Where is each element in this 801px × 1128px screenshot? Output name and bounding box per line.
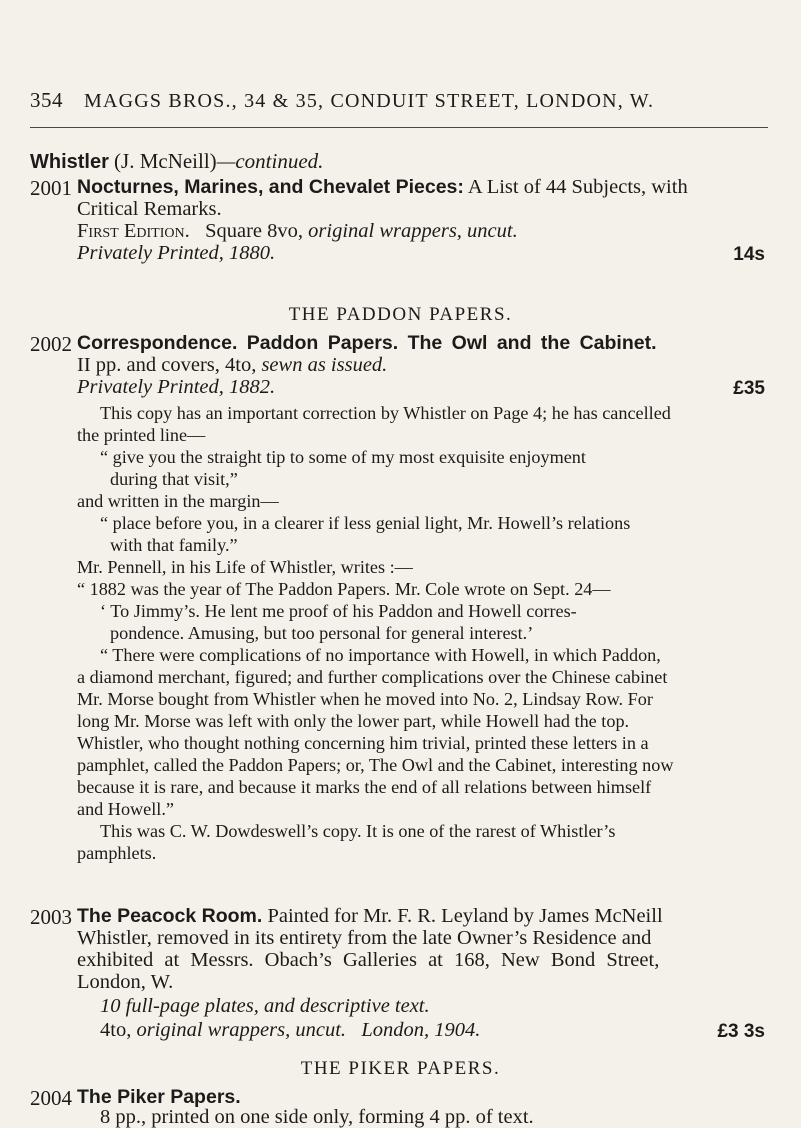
entry-price: £35 [733,378,765,399]
entry-format: Square 8vo, [205,220,304,242]
entry-collation: 8 pp., printed on one side only, forming 4 pp. of text. [100,1106,534,1128]
entry-number: 2001 [30,176,72,200]
note-line: Mr. Morse bought from Whistler when he moved into No. 2, Lindsay Row. For [77,689,653,709]
note-line: “ 1882 was the year of The Paddon Papers. Mr. Cole wrote on Sept. 24— [77,579,611,599]
entry-binding: sewn as issued. [261,354,388,376]
entry-title: The Peacock Room. [77,905,263,927]
note-line: because it is rare, and because it marks the end of all relations between himself [77,777,652,797]
entry-number: 2004 [30,1086,72,1110]
note-line: the printed line— [77,425,206,445]
note-line: with that family.” [110,535,238,555]
entry-line [77,220,518,242]
note-line: Mr. Pennell, in his Life of Whistler, writes :— [77,557,413,577]
note-line: This copy has an important correction by Whistler on Page 4; he has cancelled [100,403,671,423]
entry-line: Critical Remarks. [77,198,222,220]
entry-line: Whistler, removed in its entirety from the late Owner’s Residence and [77,927,652,949]
entry-title: Correspondence. Paddon Papers. The Owl and the Cabinet. [77,332,657,354]
entry-price: 14s [733,244,765,265]
note-line: pondence. Amusing, but too personal for general interest.’ [110,623,534,643]
entry-imprint: London, 1904. [361,1019,481,1041]
note-line: “ give you the straight tip to some of my most exquisite enjoyment [100,447,586,467]
header-rule [30,127,768,128]
entry-title-line [77,176,688,198]
section-heading [30,150,323,173]
entry-imprint: Privately Printed, 1882. [77,376,276,398]
entry-binding: original wrappers, uncut. [136,1019,347,1041]
note-line: pamphlets. [77,843,157,863]
section-author: (J. McNeill) [114,149,217,173]
entry-title-line [77,905,663,927]
entry-price: £3 3s [717,1021,765,1042]
entry-line [100,1019,480,1041]
subheading: THE PIKER PAPERS. [300,1058,501,1079]
entry-number: 2003 [30,905,72,929]
subheading: THE PADDON PAPERS. [288,304,513,325]
note-line: This was C. W. Dowdeswell’s copy. It is one of the rarest of Whistler’s [100,821,616,841]
entry-plates: 10 full-page plates, and descriptive text. [100,995,430,1017]
entry-title-line [77,332,657,354]
section-continued: —continued. [216,149,324,173]
note-line: Whistler, who thought nothing concerning him trivial, printed these letters in a [77,733,649,753]
entry-collation: II pp. and covers, 4to, [77,354,257,376]
entry-imprint: Privately Printed, 1880. [77,242,276,264]
note-line: during that visit,” [110,469,238,489]
entry-title-rest: A List of 44 Subjects, with [467,176,688,198]
section-name: Whistler [30,151,109,173]
entry-line [77,354,387,376]
note-line: pamphlet, called the Paddon Papers; or, The Owl and the Cabinet, interesting now [77,755,674,775]
running-head [30,88,770,113]
note-line: and Howell.” [77,799,174,819]
entry-edition: First Edition. [77,220,190,242]
entry-title-rest: Painted for Mr. F. R. Leyland by James McNeill [267,905,663,927]
entry-line: exhibited at Messrs. Obach’s Galleries at 168, New Bond Street, [77,949,660,971]
note-line: “ place before you, in a clearer if less genial light, Mr. Howell’s relations [100,513,631,533]
entry-title: Nocturnes, Marines, and Chevalet Pieces: [77,176,464,198]
note-line: “ There were complications of no importance with Howell, in which Paddon, [100,645,661,665]
note-line: and written in the margin— [77,491,279,511]
page-number: 354 [30,88,63,112]
note-line: long Mr. Morse was left with only the lower part, while Howell had the top. [77,711,630,731]
entry-line: London, W. [77,971,174,993]
note-line: a diamond merchant, figured; and further complications over the Chinese cabinet [77,667,668,687]
entry-title-line [77,1086,241,1108]
entry-number: 2002 [30,332,72,356]
entry-format: 4to, [100,1019,132,1041]
entry-binding: original wrappers, uncut. [308,220,518,242]
entry-title: The Piker Papers. [77,1086,241,1108]
note-line: ‘ To Jimmy’s. He lent me proof of his Paddon and Howell corres- [100,601,577,621]
publisher-line: MAGGS BROS., 34 & 35, CONDUIT STREET, LONDON, W. [84,90,655,112]
